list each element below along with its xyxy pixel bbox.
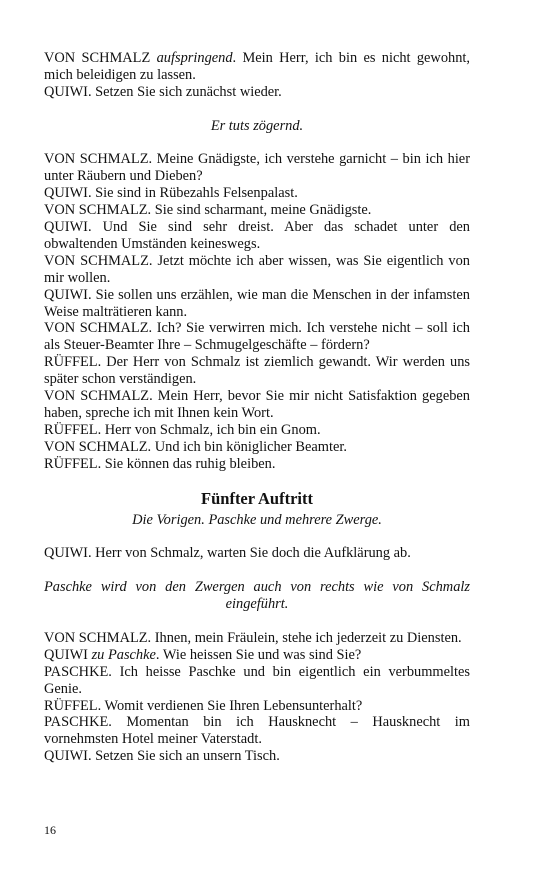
speech-text: . Ich heisse Paschke und bin eigentlich ein verbummeltes Genie. <box>44 663 470 697</box>
dialogue-line <box>44 664 470 698</box>
speaker-name: QUIWI <box>44 286 88 303</box>
speech-text: . Sie sind scharmant, meine Gnädigste. <box>147 202 372 219</box>
speech-text: . Womit verdienen Sie Ihren Lebensunterhalt? <box>97 697 363 714</box>
dialogue-line <box>44 714 470 748</box>
dialogue-block <box>44 545 470 562</box>
speaker-name: RÜFFEL <box>44 455 98 472</box>
page-number: 16 <box>44 823 56 837</box>
speech-text: . Sie können das ruhig bleiben. <box>97 455 276 472</box>
speaker-name: PASCHKE <box>44 714 109 731</box>
speaker-direction: aufspringend <box>156 50 233 66</box>
dialogue-line <box>44 545 470 562</box>
dialogue-block <box>44 630 470 765</box>
speech-text: . Und Sie sind sehr dreist. Aber das schadet unter den obwaltenden Umständen keineswegs. <box>44 219 470 252</box>
speaker-name: QUIWI <box>44 748 88 765</box>
speaker-name: VON SCHMALZ <box>44 151 149 168</box>
speech-text: . Mein Herr, bevor Sie mir nicht Satisfaktion gegeben haben, spreche ich mit Ihnen kein Wort. <box>44 388 470 421</box>
page-body <box>44 50 470 765</box>
speaker-name: QUIWI <box>44 219 88 236</box>
dialogue-line <box>44 151 470 185</box>
speech-text: . Herr von Schmalz, ich bin ein Gnom. <box>97 421 321 438</box>
speaker-name: VON SCHMALZ <box>44 388 150 405</box>
speech-text: . Setzen Sie sich zunächst wieder. <box>87 83 282 100</box>
stage-direction: Paschke wird von den Zwergen auch von rechts wie von Schmalz eingeführt. <box>44 579 470 613</box>
speaker-name: VON SCHMALZ <box>44 320 149 337</box>
dialogue-line <box>44 287 470 321</box>
speaker-name: QUIWI <box>44 83 88 100</box>
speaker-name: VON SCHMALZ <box>44 50 151 66</box>
speaker-name: QUIWI <box>44 185 88 202</box>
dialogue-line <box>44 439 470 456</box>
speaker-name: VON SCHMALZ <box>44 202 148 219</box>
speech-text: . Mein Herr, ich bin es nicht gewohnt, mich beleidigen zu lassen. <box>44 50 470 83</box>
speech-text: . Ihnen, mein Fräulein, stehe ich jederzeit zu Diensten. <box>147 629 462 646</box>
speech-text: . Herr von Schmalz, warten Sie doch die Aufklärung ab. <box>87 545 411 562</box>
speech-text: . Meine Gnädigste, ich verstehe garnicht – bin ich hier unter Räubern und Dieben? <box>44 151 470 185</box>
speaker-direction: zu Paschke <box>91 646 156 663</box>
scene-title: Fünfter Auftritt <box>201 488 313 508</box>
speech-text: . Und ich bin königlicher Beamter. <box>147 438 347 455</box>
speaker-name: QUIWI <box>44 545 88 562</box>
dialogue-line <box>44 698 470 715</box>
dialogue-line <box>44 320 470 354</box>
speaker-name: QUIWI <box>44 646 88 663</box>
dialogue-line <box>44 50 470 84</box>
dialogue-line <box>44 219 470 253</box>
scene-cast: Die Vorigen. Paschke und mehrere Zwerge. <box>132 511 382 528</box>
speech-text: . Jetzt möchte ich aber wissen, was Sie eigentlich von mir wollen. <box>44 252 470 286</box>
speech-text: . Setzen Sie sich an unsern Tisch. <box>87 748 280 765</box>
dialogue-line <box>44 388 470 422</box>
speaker-name: VON SCHMALZ <box>44 438 148 455</box>
dialogue-line <box>44 84 470 101</box>
dialogue-line <box>44 647 470 664</box>
dialogue-line <box>44 253 470 287</box>
stage-direction: Er tuts zögernd. <box>210 117 304 134</box>
dialogue-line <box>44 422 470 439</box>
speaker-name: VON SCHMALZ <box>44 629 148 646</box>
dialogue-line <box>44 456 470 473</box>
speech-text: . Ich? Sie verwirren mich. Ich verstehe nicht – soll ich als Steuer-Beamter Ihre – Schmugelgeschäfte – fördern? <box>44 320 470 354</box>
speech-text: . Sie sollen uns erzählen, wie man die Menschen in der infamsten Weise malträtieren kann. <box>44 286 470 320</box>
dialogue-line <box>44 185 470 202</box>
speaker-name: VON SCHMALZ <box>44 252 149 269</box>
dialogue-block <box>44 50 470 101</box>
speech-text: . Der Herr von Schmalz ist ziemlich gewandt. Wir werden uns später schon verständigen. <box>44 354 470 388</box>
speaker-name: PASCHKE <box>44 663 109 680</box>
dialogue-line <box>44 748 470 765</box>
speaker-name: RÜFFEL <box>44 697 98 714</box>
dialogue-line <box>44 202 470 219</box>
speaker-name: RÜFFEL <box>44 421 98 438</box>
dialogue-line <box>44 354 470 388</box>
speech-text: . Wie heissen Sie und was sind Sie? <box>155 646 362 663</box>
speech-text: . Sie sind in Rübezahls Felsenpalast. <box>87 185 298 202</box>
speaker-name: RÜFFEL <box>44 354 98 371</box>
dialogue-block <box>44 151 470 472</box>
speech-text: . Momentan bin ich Hausknecht – Hausknecht im vornehmsten Hotel meiner Vaterstadt. <box>44 714 470 748</box>
dialogue-line <box>44 630 470 647</box>
